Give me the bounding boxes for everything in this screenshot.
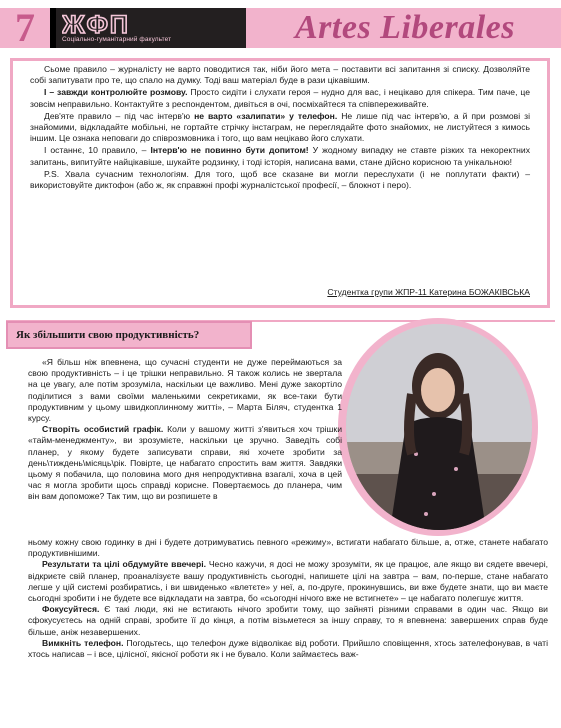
paragraph-bold: Вимкніть телефон. xyxy=(42,637,124,648)
paragraph-bold: І – завжди контролюйте розмову. xyxy=(44,87,188,98)
article-2-full-width xyxy=(28,537,548,660)
portrait-figure-icon xyxy=(346,324,532,530)
paragraph-bold: Результати та цілі обдумуйте ввечері. xyxy=(42,559,206,570)
faculty-logo-icon xyxy=(62,12,154,36)
paragraph-bold: Інтерв'ю не повинно бути допитом! xyxy=(150,145,309,156)
paragraph-text: Не лише під час інтерв'ю, а й при розмові зі знайомими, відкладайте мобільні, не гортайте стрічку інстаграм, не переглядайте фото знайомих, не листуйтеся з кимось іншим. Це ознака неповаги до співрозмовника і того, що вам нецікаво його слухати. xyxy=(30,110,530,144)
paragraph-text: Погодьтесь, що телефон дуже відволікає від роботи. Прийшло сповіщення, хтось зателефонував, в чаті хтось написав – і все, цілісної, якісної роботи як і не бувало. Коли займаєтесь важ- xyxy=(28,637,548,660)
paragraph-lead: Дев'яте правило – під час інтерв'ю xyxy=(44,110,195,121)
page-number: 7 xyxy=(15,5,35,50)
paragraph xyxy=(28,357,342,424)
paragraph xyxy=(28,604,548,638)
portrait-photo xyxy=(338,318,538,536)
paragraph xyxy=(28,537,548,559)
paragraph xyxy=(30,169,530,191)
paragraph-bold: Створіть особистий графік. xyxy=(42,424,164,435)
article-1-signature: Студентка групи ЖПР-11 Катерина БОЖАКІВСЬКА xyxy=(327,287,530,297)
article-2-heading: Як збільшити свою продуктивність? xyxy=(16,329,200,341)
paragraph-text: Чесно кажучи, я досі не можу зрозуміти, як це працює, але якщо ви сядете ввечері, відкриєте свій планер, проаналізуєте вашу продуктивність сьогодні, напишете цілі на завтра – вам, по-перше, стане набагато легше у цій системі розбиратись, і ви швиденько «влетєте» у неї, а, по-друге, прокинувшись, ви вже будете знати, що ви маєте сьогодні зробити і не будете все відкладати на завтра, бо «сьогодні нічого вже не встигнете» – це набагато полегшує життя. xyxy=(28,559,548,604)
paragraph xyxy=(30,145,530,167)
article-2-heading-box xyxy=(6,321,252,349)
paragraph-text: Сьоме правило – журналісту не варто поводитися так, ніби його мета – поставити всі запитання зі списку. Дозволяйте собі запитувати про те, що спало на думку. Тоді ваш матеріал буде в рази цікавішим. xyxy=(30,64,530,86)
paragraph-bold: не варто «залипати» у телефон. xyxy=(194,110,338,121)
paragraph xyxy=(30,111,530,145)
portrait-image xyxy=(346,324,532,530)
paragraph xyxy=(28,559,548,604)
logo-subtitle: Соціально-гуманітарний факультет xyxy=(62,36,172,43)
paragraph xyxy=(30,87,530,109)
paragraph-text: У жодному випадку не ставте різких та некоректних запитань, випитуйте найцікавіше, шукайте родзинку, і тоді історія, написана вами, стане дійсно корисною та унікальною! xyxy=(30,145,531,167)
article-2-left-column xyxy=(28,357,342,503)
paragraph-text: «Я більш ніж впевнена, що сучасні студенти не дуже переймаються за свою продуктивність – і це трішки неправильно. Я також колись не звертала на це увагу, але потім зрозуміла, наскільки це важливо. Мені дуже закортіло поділитися з вами своїми маленькими секретиками, як все-таки бути продуктивним у цьому швидкоплинному житті», – Марта Біляч, студентка 1 курсу. xyxy=(28,357,342,424)
logo-text: ЖФП xyxy=(62,12,130,36)
paragraph-text: Є такі люди, які не встигають нічого зробити тому, що зайняті різними справами в один час. Якщо ви сфокусуєтесь на одній справі, зробите її до кінця, а потім візьметеся за іншу справу, то я впевнена: завершених справ буде більше, аніж незавершених. xyxy=(28,604,548,637)
paragraph xyxy=(28,638,548,660)
publication-title: Artes Liberales xyxy=(295,9,515,46)
paragraph-text: Коли у вашому житті з'явиться хоч трішки «тайм-менеджменту», ви зрозумієте, наскільки це зручно. Заведіть собі планер, у якому будете записувати справи, які хочете зробити за день\тиждень\місяць\рік. Повірте, це набагато спростить вам життя. Завдяки цьому я побачила, що половина мого дня непродуктивна взагалі, хоча в цей час я могла зробити щось справді корисне. Повертаємось до планера, чим він вам допоможе? Так тим, що ви розпишете в xyxy=(28,424,342,502)
page-header xyxy=(0,0,561,52)
paragraph-text: ньому кожну свою годинку в дні і будете дотримуватись певного «режиму», встигати набагато більше, а, отже, станете набагато продуктивнішими. xyxy=(28,537,548,559)
logo-panel-accent xyxy=(50,8,56,48)
paragraph-bold: Фокусуйтеся. xyxy=(42,604,100,615)
paragraph-lead: І останнє, 10 правило, – xyxy=(44,145,151,156)
paragraph xyxy=(28,424,342,502)
article-1-body xyxy=(30,64,530,192)
paragraph-text: P.S. Хвала сучасним технологіям. Для того, щоб все сказане ви могли переслухати (і не поплутати факти) – використовуйте диктофон (або ж, як справжні профі журналістської професії, – блокнот і перо). xyxy=(30,168,530,191)
paragraph-text: Просто сидіти і слухати героя – нудно для вас, і нецікаво для спікера. Тим паче, це зовсім неправильно. Контактуйте з респондентом, дивіться в очі, посміхайтеся та співпереживайте. xyxy=(30,87,530,109)
paragraph xyxy=(30,64,530,86)
